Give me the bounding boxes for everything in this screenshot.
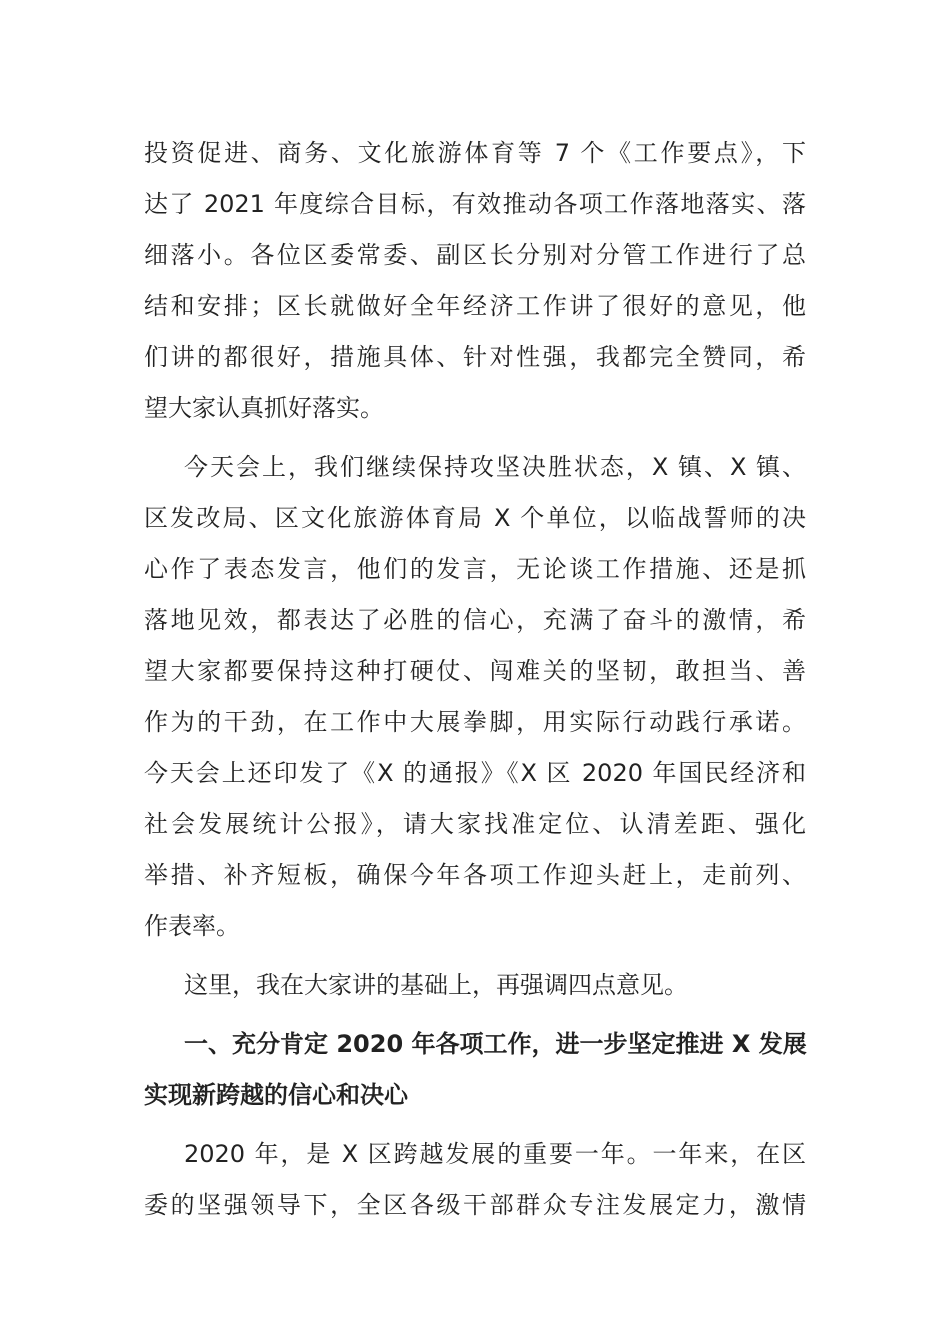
text-line: 们讲的都很好，措施具体、针对性强，我都完全赞同，希	[144, 343, 806, 371]
text-line: 投资促进、商务、文化旅游体育等 7 个《工作要点》，下	[144, 139, 806, 167]
paragraph-4	[144, 1129, 806, 1231]
text-line: 作为的干劲，在工作中大展拳脚，用实际行动践行承诺。	[144, 708, 806, 736]
text-line: 社会发展统计公报》，请大家找准定位、认清差距、强化	[144, 810, 806, 838]
text-line: 这里，我在大家讲的基础上，再强调四点意见。	[184, 971, 688, 999]
paragraph-3	[144, 960, 806, 1011]
text-line: 达了 2021 年度综合目标，有效推动各项工作落地落实、落	[144, 190, 806, 218]
section-heading-1	[144, 1019, 806, 1121]
heading-line: 一、充分肯定 2020 年各项工作，进一步坚定推进 X 发展	[184, 1030, 807, 1058]
text-line: 望大家认真抓好落实。	[144, 394, 384, 422]
text-line: 委的坚强领导下，全区各级干部群众专注发展定力，激情	[144, 1191, 806, 1219]
text-line: 举措、补齐短板，确保今年各项工作迎头赶上，走前列、	[144, 861, 806, 889]
text-line: 今天会上，我们继续保持攻坚决胜状态，X 镇、X 镇、	[184, 453, 806, 481]
text-line: 结和安排；区长就做好全年经济工作讲了很好的意见，他	[144, 292, 806, 320]
text-line: 细落小。各位区委常委、副区长分别对分管工作进行了总	[144, 241, 806, 269]
text-line: 2020 年，是 X 区跨越发展的重要一年。一年来，在区	[184, 1140, 806, 1168]
text-line: 今天会上还印发了《X 的通报》《X 区 2020 年国民经济和	[144, 759, 806, 787]
text-line: 望大家都要保持这种打硬仗、闯难关的坚韧，敢担当、善	[144, 657, 806, 685]
heading-line: 实现新跨越的信心和决心	[144, 1081, 408, 1109]
document-body	[144, 128, 806, 1239]
text-line: 作表率。	[144, 912, 240, 940]
text-line: 心作了表态发言，他们的发言，无论谈工作措施、还是抓	[144, 555, 806, 583]
text-line: 区发改局、区文化旅游体育局 X 个单位，以临战誓师的决	[144, 504, 806, 532]
paragraph-1	[144, 128, 806, 434]
text-line: 落地见效，都表达了必胜的信心，充满了奋斗的激情，希	[144, 606, 806, 634]
paragraph-2	[144, 442, 806, 952]
